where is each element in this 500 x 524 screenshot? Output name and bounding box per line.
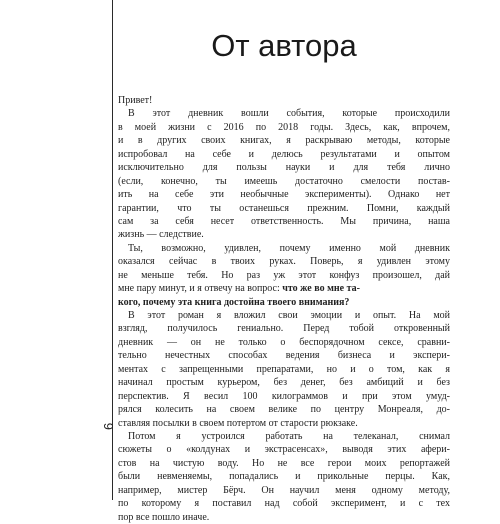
text-line: оказался сейчас в твоих руках. Поверь, я удивлен этому	[118, 256, 450, 268]
text-line: (если, конечно, ты имеешь достаточно смелости постав-	[118, 175, 450, 187]
text-line: перспектив. Я весил 100 килограммов и при этом умуд-	[118, 390, 450, 402]
page-number: 6	[101, 422, 116, 430]
text-line: взгляд, получилось гениально. Перед тобой откровенный	[118, 323, 450, 335]
text-line: по которому я поставил над собой эксперимент, и с тех	[118, 498, 450, 510]
paragraph-2	[118, 242, 450, 309]
text-line: были невменяемы, попадались и прикольные перцы. Как,	[118, 471, 450, 483]
text-line: начинал простым курьером, без денег, без амбиций и без	[118, 377, 450, 389]
text-line: испробовал на себе и делюсь результатами и опытом	[118, 148, 450, 160]
text-line: сам за себя несет ответственность. Мы причина, наша	[118, 215, 450, 227]
text-line: Потом я устроился работать на телеканал, снимал	[128, 430, 450, 442]
paragraph-1	[118, 107, 450, 241]
text-line: ставляя посылки в своем потертом от старости рюкзаке.	[118, 417, 358, 429]
text-line: исключительно для пользы науки и для тебя лично	[118, 162, 450, 174]
text-line: например, мистер Бёрч. Он научил меня одному методу,	[118, 484, 450, 496]
bold-question-start: что же во мне та-	[282, 283, 360, 295]
text-line: тельно нечестных способах ведения бизнеса и экспери-	[118, 350, 450, 362]
text-line: гарантии, что ты останешься прежним. Помни, каждый	[118, 202, 450, 214]
text-line: сюжеты о «колдунах и экстрасенсах», выводя этих афери-	[118, 444, 450, 456]
text-line: пор все пошло иначе.	[118, 511, 210, 523]
text-line: не меньше тебя. Но раз уж этот конфуз произошел, дай	[118, 269, 450, 281]
paragraph-4	[118, 430, 450, 524]
text-line: В этот роман я вложил свои эмоции и опыт. На мой	[128, 310, 450, 321]
chapter-body	[118, 94, 450, 524]
text-line	[118, 296, 450, 309]
text-line: дневник — он не только о беспорядочном сексе, сравни-	[118, 336, 450, 348]
greeting-line: Привет!	[118, 95, 153, 106]
text-line: жизнь — следствие.	[118, 229, 204, 241]
text-line: и в других своих книгах, я раскрываю методы, которые	[118, 135, 450, 147]
text-line: Ты, возможно, удивлен, почему именно мой дневник	[128, 242, 450, 254]
text-line: В этот дневник вошли события, которые происходили	[128, 108, 450, 120]
chapter-title: От автора	[211, 28, 357, 63]
text-line: рялся колесить на своем велике по центру Монреаля, до-	[118, 404, 450, 416]
bold-question-end: кого, почему эта книга достойна твоего внимания?	[118, 296, 350, 308]
paragraph-3	[118, 309, 450, 430]
text-line: стов на чистую воду. Но не все герои моих репортажей	[118, 457, 450, 469]
text-line: ментах с запрещенными препаратами, но и о том, как я	[118, 363, 450, 375]
text-line-with-bold	[118, 282, 450, 295]
text-line: ить на себе эти необычные эксперименты). Однако нет	[118, 189, 450, 201]
text-segment: мне пару минут, и я отвечу на вопрос:	[118, 283, 283, 295]
text-line: в моей жизни с 2016 по 2018 годы. Здесь, как, впрочем,	[118, 121, 450, 133]
